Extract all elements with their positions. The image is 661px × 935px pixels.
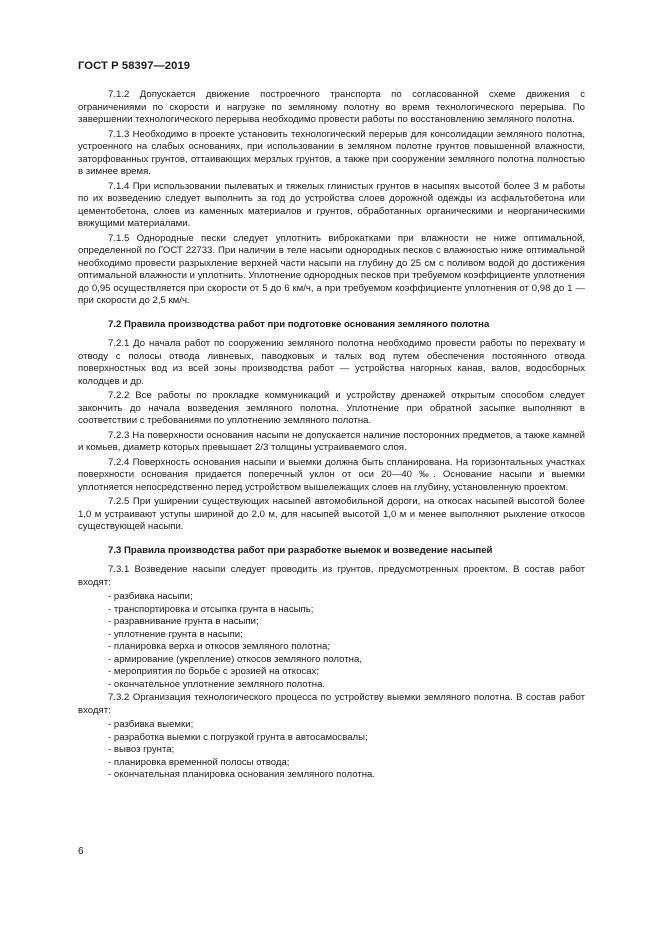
work-list-7-3-1: [78, 591, 585, 691]
paragraph-7-2-3: 7.2.3 На поверхности основания насыпи не допускается наличие посторонних предметов, а также камней и комьев, диаметр которых превышает 2/3 толщины устраиваемого слоя.: [78, 429, 585, 453]
list-item: - окончательное уплотнение земляного полотна.: [78, 679, 585, 692]
list-item: - разбивка выемки;: [78, 719, 585, 732]
list-item: - планировка временной полосы отвода;: [78, 757, 585, 770]
paragraph-7-3-2: 7.3.2 Организация технологического процесса по устройству выемки земляного полотна. В состав работ входят:: [78, 692, 585, 716]
paragraph-7-2-1: 7.2.1 До начала работ по сооружению земляного полотна необходимо провести работы по перехвату и отводу с полосы отвода ливневых, паводковых и талых вод путем обеспечения постоянного отвода поверхностных вод из всей зоны производства работ — устройства нагорных канав, валов, водосборных колодцев и др.: [78, 338, 585, 387]
list-item: - вывоз грунта;: [78, 744, 585, 757]
list-item: - армирование (укрепление) откосов земляного полотна,: [78, 654, 585, 667]
paragraph-7-2-5: 7.2.5 При уширении существующих насыпей автомобильной дороги, на откосах насыпей высотой более 1,0 м устраивают уступы шириной до 2,0 м, для насыпей высотой 1,0 м и менее выполняют рыхление откосов существующей насыпи.: [78, 496, 585, 532]
paragraph-7-1-4: 7.1.4 При использовании пылеватых и тяжелых глинистых грунтов в насыпях высотой более 3 м работы по их возведению следует выполнить за год до устройства слоев дорожной одежды из асфальтобетона или цементобетона, слоев из каменных материалов и грунтов, обработанных органическими и неорганическими вяжущими материалами.: [78, 180, 585, 229]
page-number: 6: [78, 846, 84, 857]
document-header: ГОСТ Р 58397—2019: [78, 60, 191, 72]
list-item: - окончательная планировка основания земляного полотна.: [78, 769, 585, 782]
section-heading-7-2: 7.2 Правила производства работ при подготовке основания земляного полотна: [108, 318, 490, 330]
list-item: - мероприятия по борьбе с эрозией на откосах;: [78, 666, 585, 679]
list-item: - уплотнение грунта в насыпи;: [78, 629, 585, 642]
list-item: - транспортировка и отсыпка грунта в насыпь;: [78, 604, 585, 617]
list-item: - разравнивание грунта в насыпи;: [78, 616, 585, 629]
list-item: - разработка выемки с погрузкой грунта в автосамосвалы;: [78, 732, 585, 745]
work-list-7-3-2: [78, 719, 585, 782]
section-heading-7-3: 7.3 Правила производства работ при разработке выемок и возведение насыпей: [108, 544, 493, 556]
document-body: [78, 89, 585, 783]
paragraph-7-2-2: 7.2.2 Все работы по прокладке коммуникаций и устройству дренажей открытым способом следует закончить до начала возведения земляного полотна. Уплотнение при обратной засыпке выполняют в соответствии с требованиями по уплотнению земляного полотна.: [78, 390, 585, 426]
paragraph-7-2-4: 7.2.4 Поверхность основания насыпи и выемки должна быть спланирована. На горизонтальных участках поверхности основания придается поперечный уклон от оси 20—40 ‰. Основание насыпи и выемки уплотняется непосредственно перед устройством вышележащих слоев на глубину, установленную проектом.: [78, 456, 585, 493]
paragraph-7-1-3: 7.1.3 Необходимо в проекте установить технологический перерыв для консолидации земляного полотна, устроенного на слабых основаниях, при использовании в земляном полотне грунтов повышенной влажности, заторфованных грунтов, оттаивающих мерзлых грунтов, а также при сооружении земляного полотна полностью в зимнее время.: [78, 128, 585, 177]
list-item: - планировка верха и откосов земляного полотна;: [78, 641, 585, 654]
paragraph-7-1-5: 7.1.5 Однородные пески следует уплотнить виброкатками при влажности не ниже оптимальной, определенной по ГОСТ 22733. При наличии в теле насыпи однородных песков с влажностью ниже оптимальной необходимо провести разрыхление верхней части насыпи на глубину до 25 см с поливом водой до достижения оптимальной влажности и уплотнить. Уплотнение однородных песков при требуемом коэффициенте уплотнения до 0,95 осуществляется при скорости от 5 до 6 км/ч, а при требуемом коэффициенте уплотнения от 0,98 до 1 — при скорости до 2,5 км/ч.: [78, 232, 585, 306]
list-item: - разбивка насыпи;: [78, 591, 585, 604]
paragraph-7-3-1: 7.3.1 Возведение насыпи следует проводить из грунтов, предусмотренных проектом. В состав работ входят:: [78, 564, 585, 588]
paragraph-7-1-2: 7.1.2 Допускается движение построечного транспорта по согласованной схеме движения с ограничениями по скорости и нагрузке по земляному полотну во время технологического перерыва. По завершении технологического перерыва необходимо провести работы по восстановлению земляного полотна.: [78, 89, 585, 125]
